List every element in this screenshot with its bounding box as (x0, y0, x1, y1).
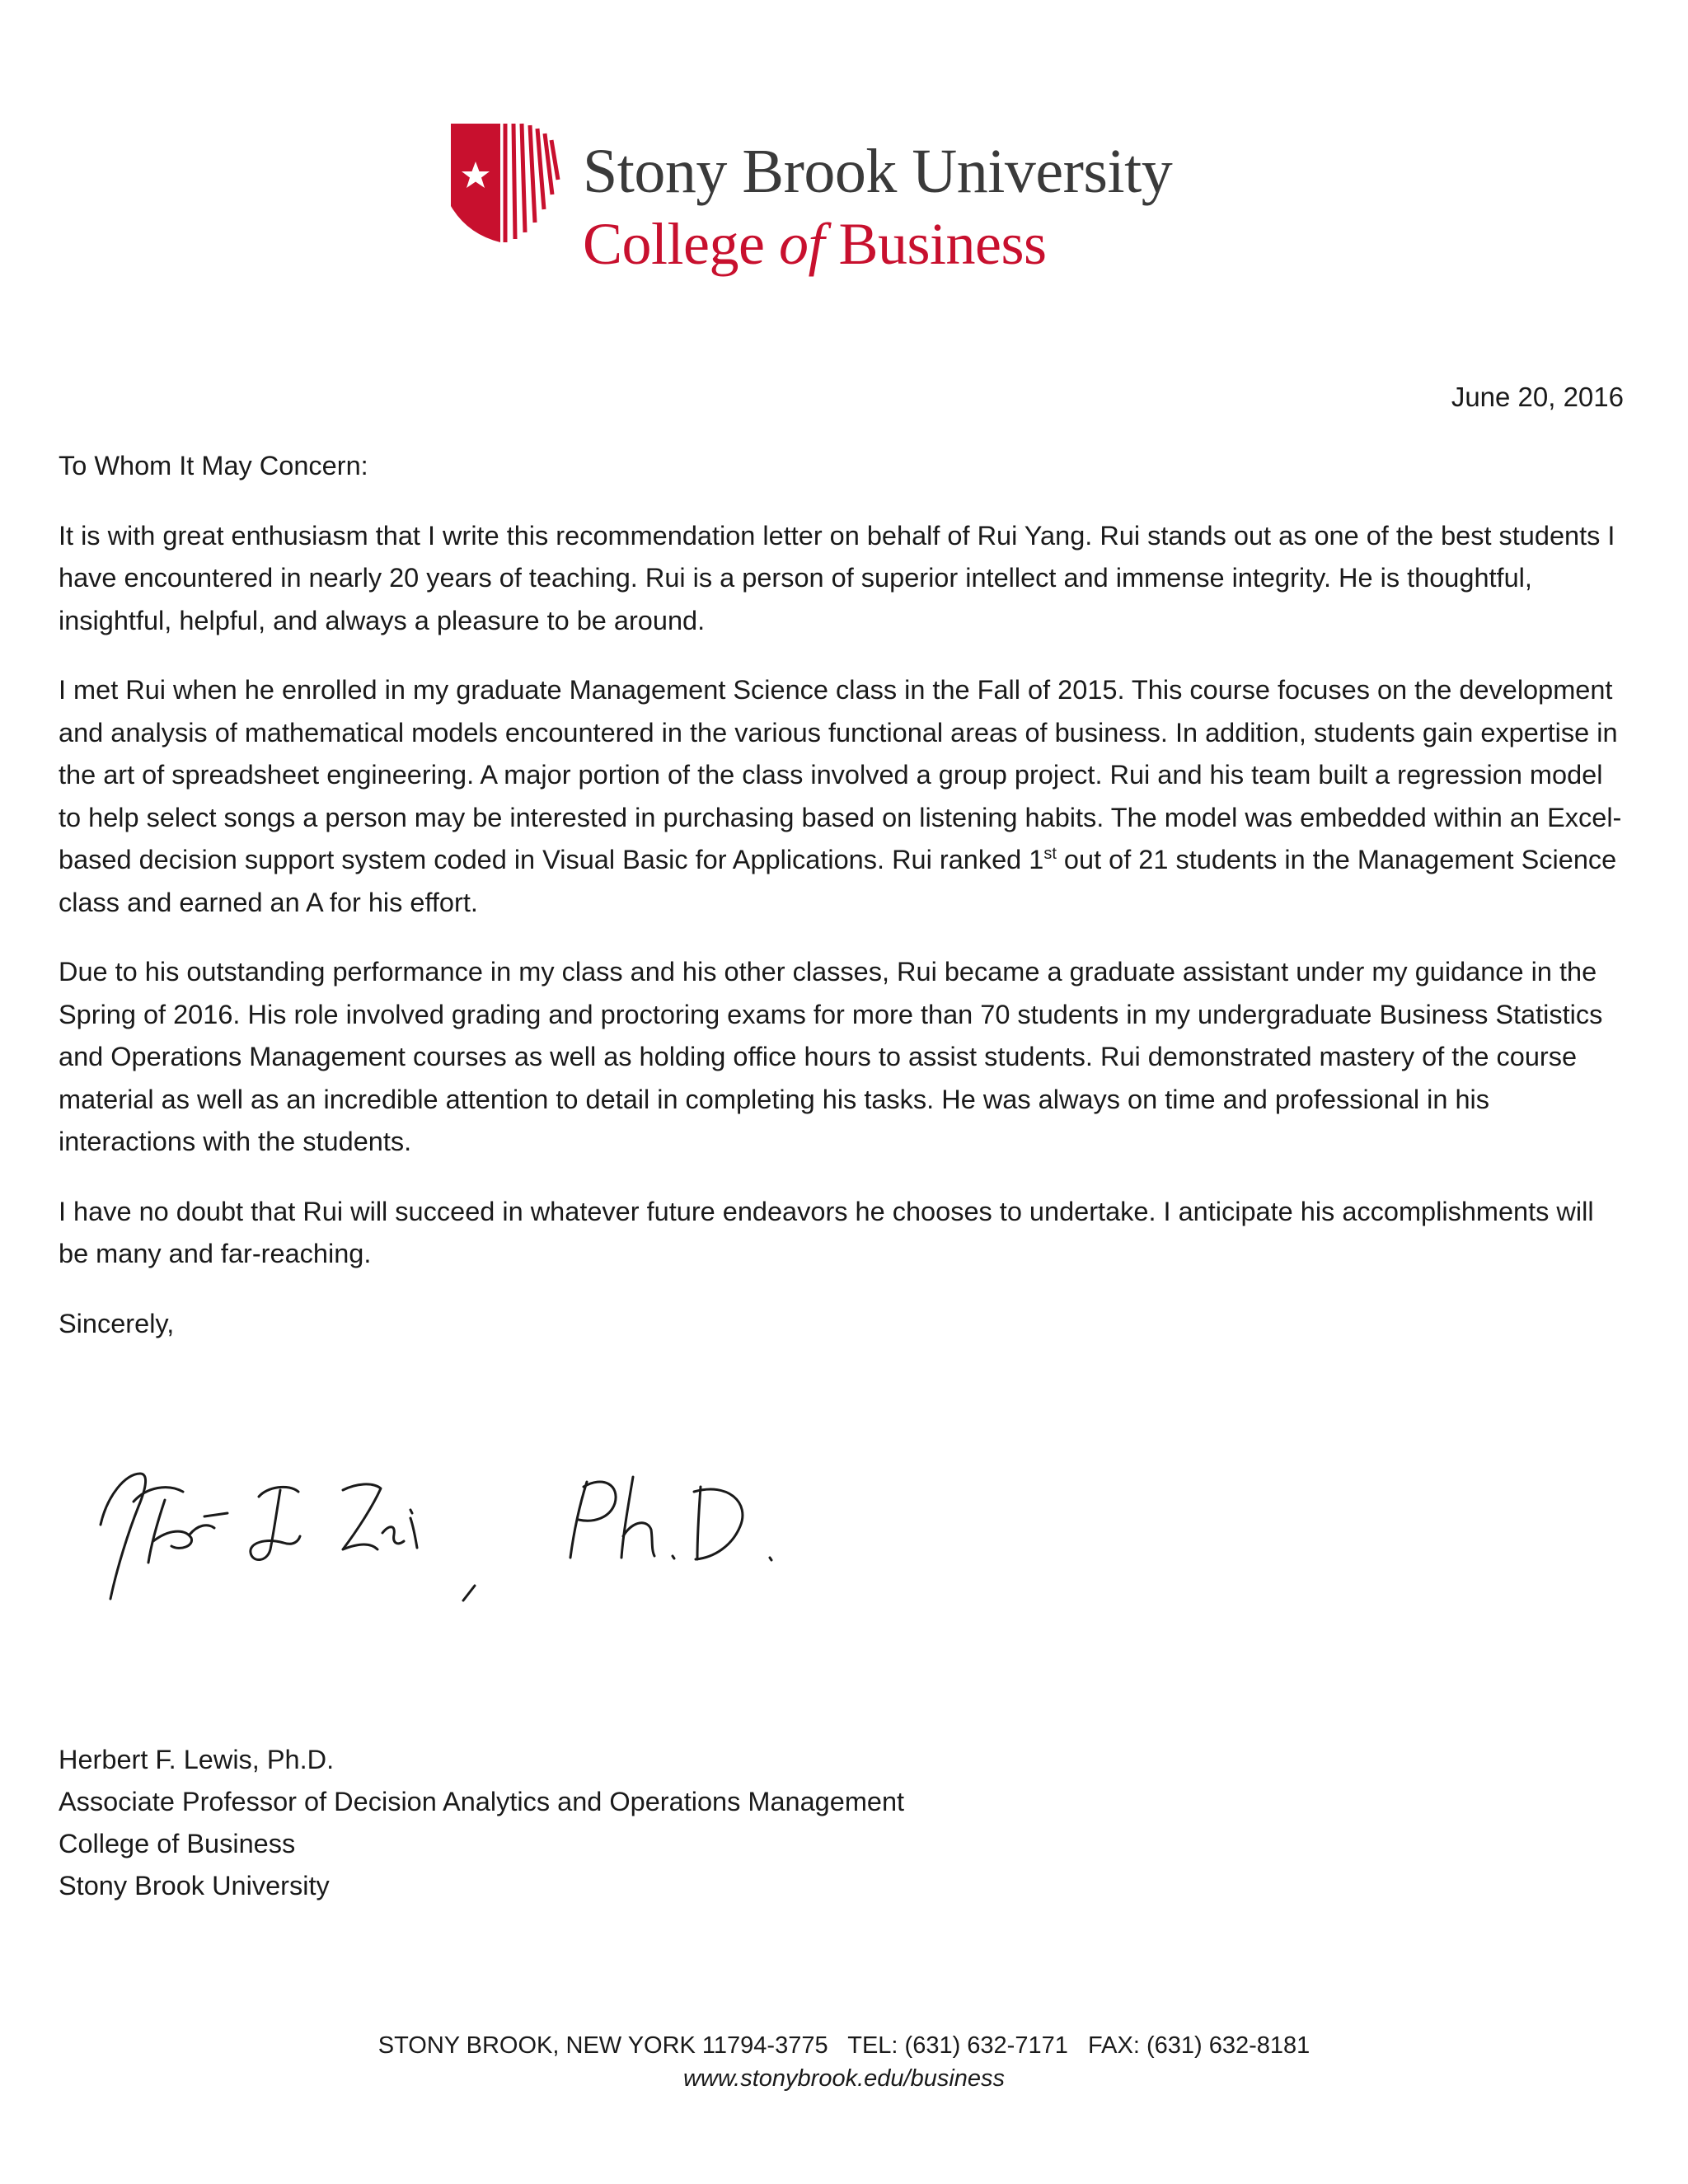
signature-text (0, 0, 1, 1)
ordinal-suffix: st (1043, 845, 1057, 864)
college-wordmark (583, 211, 1047, 277)
paragraph-4: I have no doubt that Rui will succeed in whatever future endeavors he chooses to undertake. I anticipate his accomplishments will be many and far-reaching. (59, 1196, 1594, 1268)
footer-address: STONY BROOK, NEW YORK 11794-3775 TEL: (631) 632-7171 FAX: (631) 632-8181 (377, 2032, 1311, 2059)
signatory-name: Herbert F. Lewis, Ph.D. (59, 1745, 335, 1774)
college-word-of: of (778, 211, 824, 277)
letterhead (449, 115, 1240, 297)
paragraph-2-text-b: out of 21 students in the Management Science class and earned an A for his effort. (59, 845, 1617, 917)
letterhead-footer (0, 2029, 1688, 2095)
signatory-college: College of Business (59, 1829, 296, 1858)
letter-body (59, 445, 1629, 1372)
signatory-title: Associate Professor of Decision Analytics and Operations Management (59, 1787, 905, 1816)
signatory-block (59, 1739, 904, 1907)
paragraph-2-text-a: I met Rui when he enrolled in my graduate Management Science class in the Fall of 2015. This course focuses on the development and analysis of mathematical models encountered in the various functional areas of business. In addition, students gain expertise in the art of spreadsheet engineering. A major portion of the class involved a group project. Rui and his team built a regression model to help select songs a person may be interested in purchasing based on listening habits. The model was embedded within an Excel-based decision support system coded in Visual Basic for Applications. Rui ranked 1 (59, 675, 1622, 874)
signatory-university: Stony Brook University (59, 1871, 330, 1900)
footer-website: www.stonybrook.edu/business (682, 2065, 1006, 2092)
college-word-business: Business (838, 211, 1047, 277)
stony-brook-shield-logo (449, 119, 565, 251)
university-wordmark: Stony Brook University (583, 137, 1173, 206)
closing: Sincerely, (59, 1308, 175, 1338)
paragraph-2 (59, 669, 1629, 924)
salutation: To Whom It May Concern: (59, 451, 368, 480)
handwritten-signature (82, 1418, 874, 1624)
college-word-college: College (583, 211, 765, 277)
paragraph-3: Due to his outstanding performance in my class and his other classes, Rui became a graduate assistant under my guidance in the Spring of 2016. His role involved grading and proctoring exams for more than 70 students in my undergraduate Business Statistics and Operations Management courses as well as holding office hours to assist students. Rui demonstrated mastery of the course material as well as an incredible attention to detail in completing his tasks. He was always on time and professional in his interactions with the students. (59, 957, 1603, 1156)
paragraph-1: It is with great enthusiasm that I write this recommendation letter on behalf of Rui Yang. Rui stands out as one of the best students I have encountered in nearly 20 years of teaching. Rui is a person of superior intellect and immense integrity. He is thoughtful, insightful, helpful, and always a pleasure to be around. (59, 520, 1615, 635)
letter-date: June 20, 2016 (1451, 382, 1624, 412)
